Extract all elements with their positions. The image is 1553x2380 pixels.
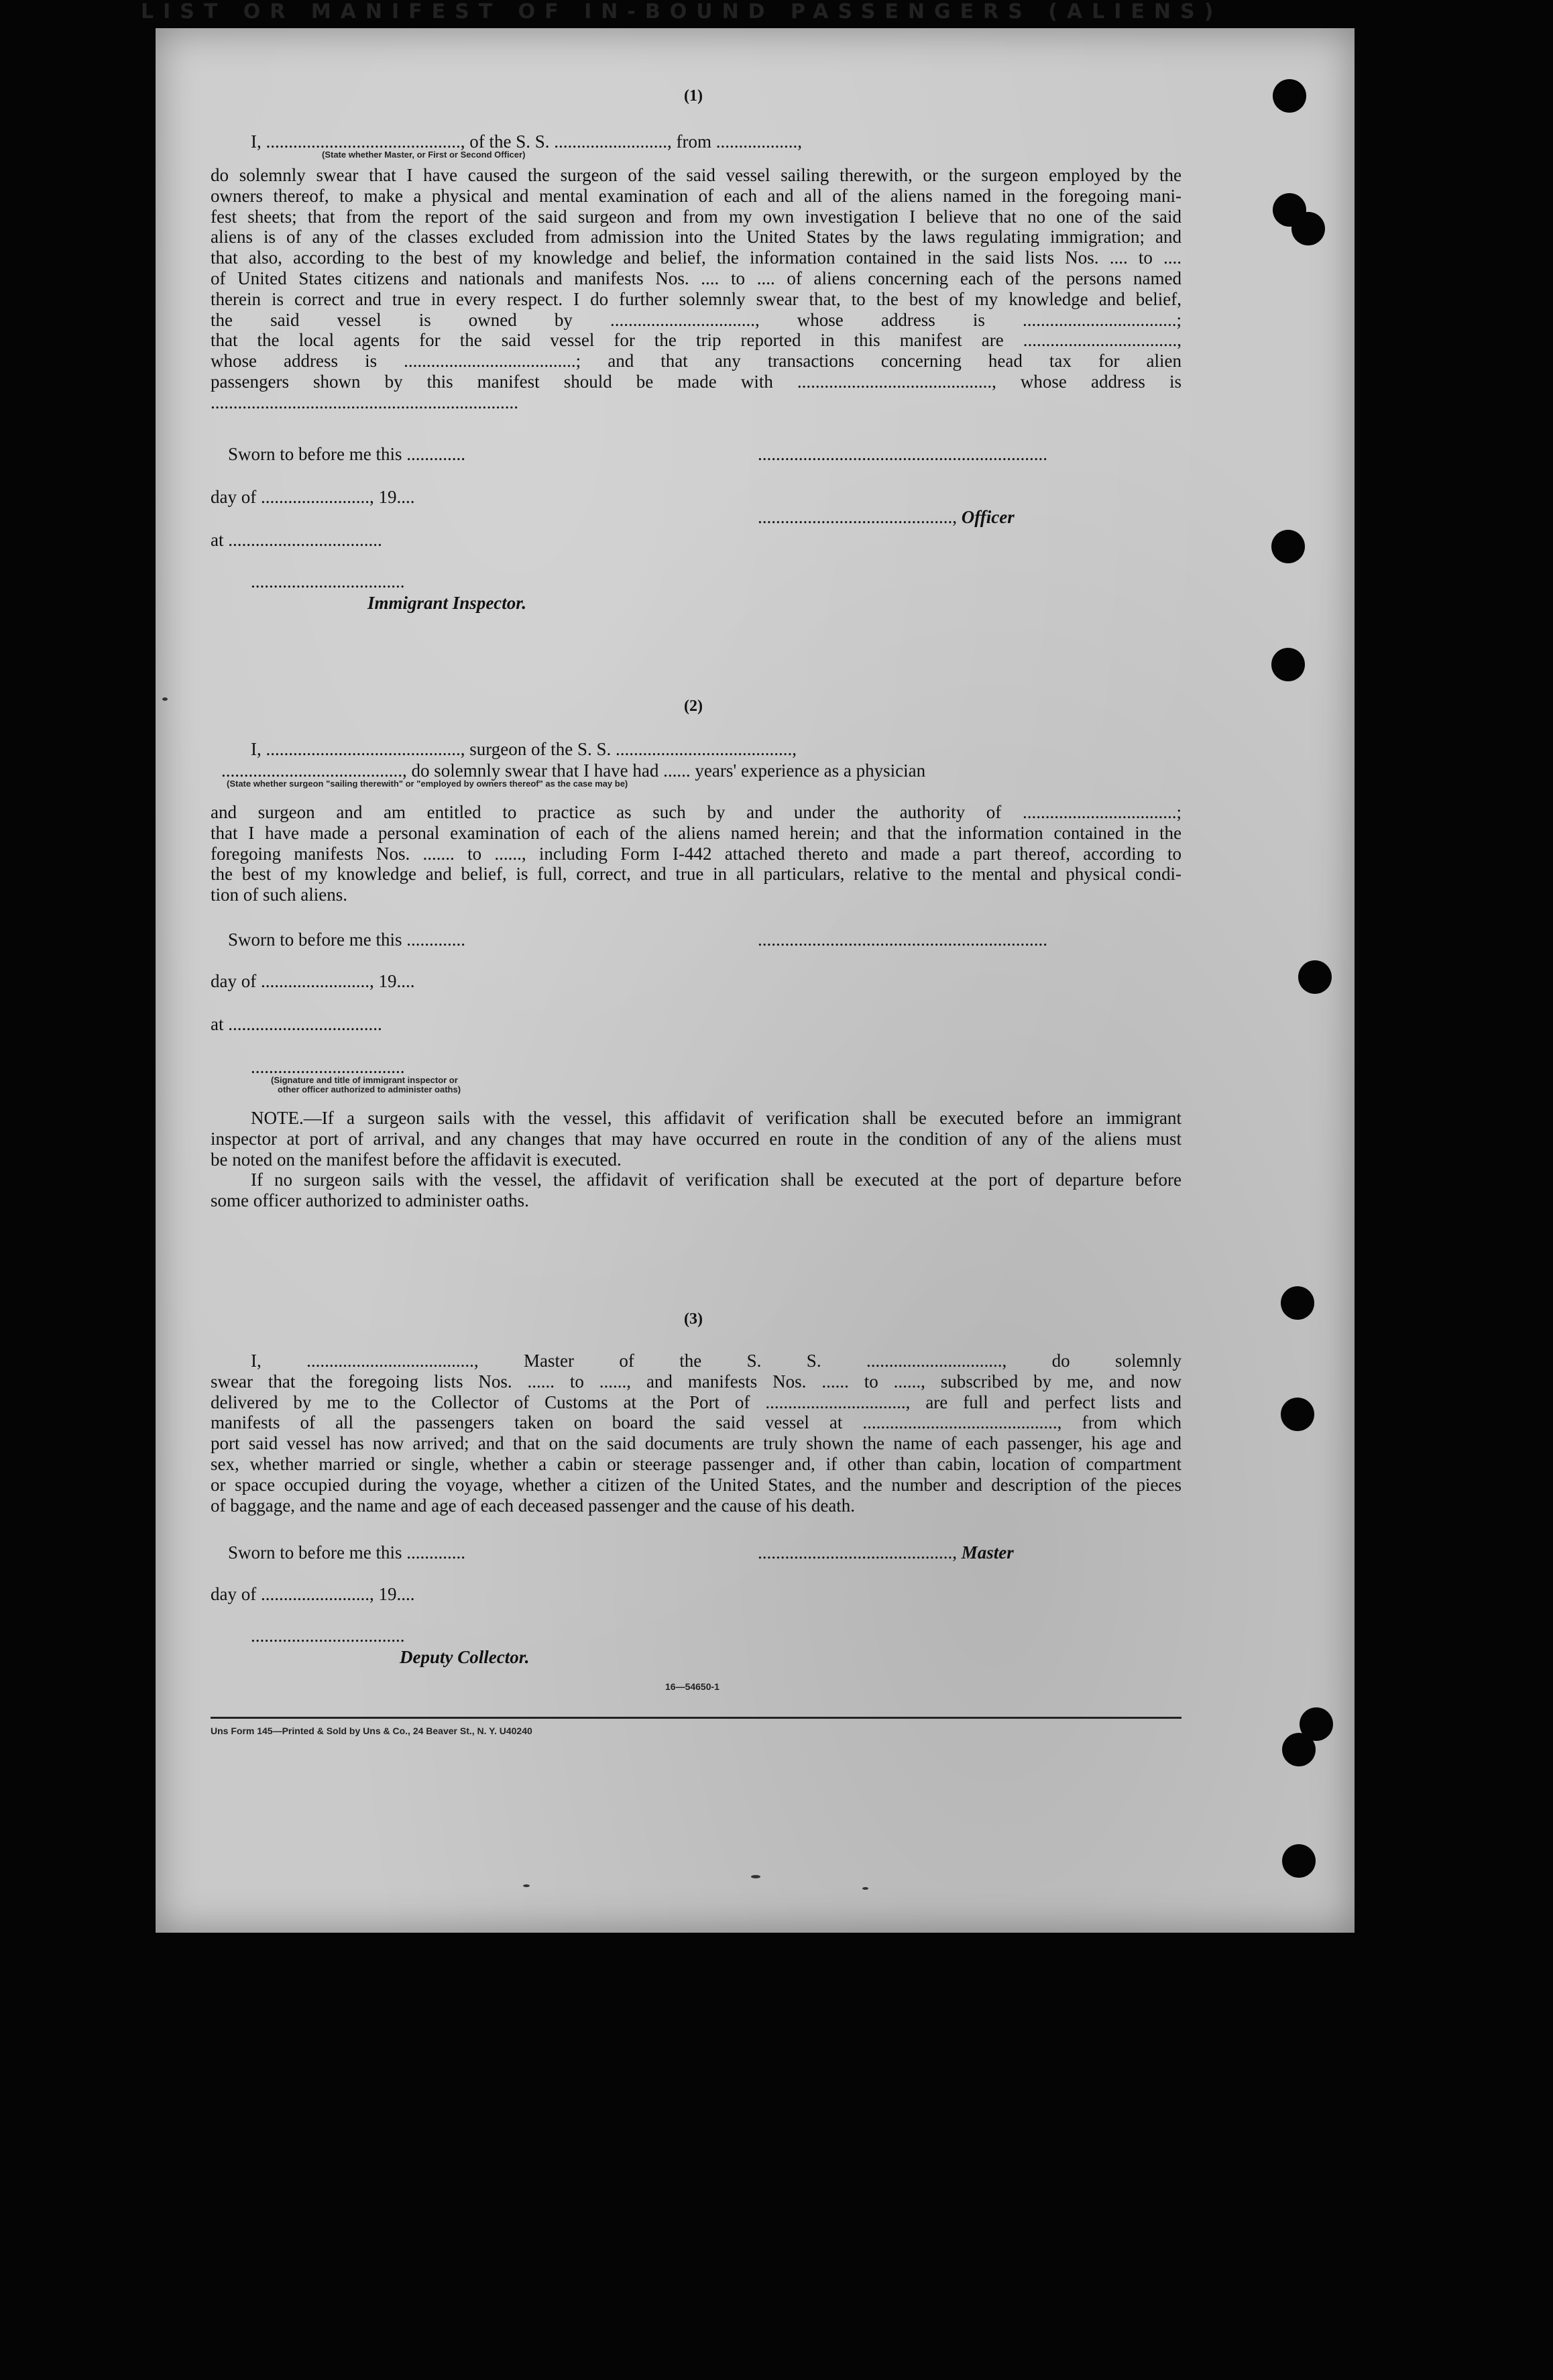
s2-note2-line-last: some officer authorized to administer oaths. xyxy=(211,1190,529,1211)
punch-hole-4 xyxy=(1271,530,1305,563)
s1-line: that the local agents for the said vessel for the trip reported in this manifest are .................................., xyxy=(211,330,1182,351)
s3-line: sex, whether married or single, whether a cabin or steerage passenger and, if other than cabin, location of compartment xyxy=(211,1453,1182,1474)
punch-hole-3 xyxy=(1291,212,1325,245)
s3-signature-dots: .................................. xyxy=(251,1626,405,1646)
speck xyxy=(862,1887,868,1890)
s2-line-last: tion of such aliens. xyxy=(211,885,347,905)
speck xyxy=(751,1875,760,1878)
s3-line: or space occupied during the voyage, whether a citizen of the United States, and the number and description of the pieces xyxy=(211,1474,1182,1495)
s2-right-dots: ................................................................ xyxy=(758,929,1047,950)
s2-surgeon-note: (State whether surgeon "sailing therewith" or "employed by owners thereof" as the case may be) xyxy=(227,779,628,789)
s2-signature-dots: .................................. xyxy=(251,1057,405,1077)
s1-line-last: .................................................................... xyxy=(211,392,518,412)
s2-sworn: Sworn to before me this ............. xyxy=(228,929,465,950)
s2-note-line-last: be noted on the manifest before the affidavit is executed. xyxy=(211,1149,622,1170)
punch-hole-1 xyxy=(1273,79,1306,113)
speck xyxy=(162,697,168,701)
s3-day: day of ........................, 19.... xyxy=(211,1584,415,1604)
s1-line: of United States citizens and nationals and manifests Nos. .... to .... of aliens concerning each of the persons named xyxy=(211,268,1182,288)
s1-line: do solemnly swear that I have caused the surgeon of the said vessel sailing therewith, or the surgeon employed by the xyxy=(211,165,1182,185)
punch-hole-8 xyxy=(1281,1398,1314,1431)
s1-oath-paragraph xyxy=(211,165,1182,413)
section-3-number: (3) xyxy=(684,1310,703,1328)
s1-line: whose address is ......................................; and that any transactions concerning head tax for alien xyxy=(211,351,1182,372)
s2-second-line: ........................................, do solemnly swear that I have had ...... years' experience as a physician xyxy=(221,760,926,781)
s1-line: fest sheets; that from the report of the said surgeon and from my own investigation I believe that no one of the said xyxy=(211,206,1182,227)
s1-officer-line xyxy=(758,507,1015,527)
s3-line: manifests of all the passengers taken on board the said vessel at ..........................................., from which xyxy=(211,1412,1182,1433)
punch-hole-11 xyxy=(1282,1844,1316,1878)
s1-officer-label: Officer xyxy=(961,507,1015,527)
s3-line: swear that the foregoing lists Nos. ...... to ......, and manifests Nos. ...... to ......, subscribed by me, and now xyxy=(211,1371,1182,1392)
s1-sworn: Sworn to before me this ............. xyxy=(228,444,465,464)
s2-note-line: inspector at port of arrival, and any changes that may have occurred en route in the condition of any of the aliens must xyxy=(211,1128,1182,1149)
section-1-number: (1) xyxy=(684,87,703,105)
s1-at: at .................................. xyxy=(211,530,382,550)
s2-first-line: I, ..........................................., surgeon of the S. S. ......................................., xyxy=(251,739,797,759)
s1-line: the said vessel is owned by ................................, whose address is ..................................; xyxy=(211,309,1182,330)
s2-oath-paragraph xyxy=(211,802,1182,905)
s1-day: day of ........................, 19.... xyxy=(211,487,415,507)
s2-note2-line: If no surgeon sails with the vessel, the affidavit of verification shall be executed at the port of departure before xyxy=(251,1170,1182,1190)
punch-hole-7 xyxy=(1281,1286,1314,1320)
s2-line: foregoing manifests Nos. ....... to ......, including Form I-442 attached thereto and made a part thereof, according to xyxy=(211,843,1182,864)
s3-oath-paragraph xyxy=(211,1351,1182,1516)
s3-deputy-collector: Deputy Collector. xyxy=(400,1647,530,1667)
s2-at: at .................................. xyxy=(211,1014,382,1034)
s1-first-line: I, ..........................................., of the S. S. ........................., from .................., xyxy=(251,131,802,152)
s1-rank-note: (State whether Master, or First or Second Officer) xyxy=(322,150,526,160)
s1-immigrant-inspector: Immigrant Inspector. xyxy=(367,593,527,613)
s2-signature-note-2: other officer authorized to administer oaths) xyxy=(278,1084,461,1094)
s2-day: day of ........................, 19.... xyxy=(211,971,415,991)
s1-line: therein is correct and true in every respect. I do further solemnly swear that, to the best of my knowledge and belief, xyxy=(211,288,1182,309)
s1-right-dots: ................................................................ xyxy=(758,444,1047,464)
form-code: 16—54650-1 xyxy=(665,1681,720,1692)
s1-officer-dots: ..........................................., xyxy=(758,507,962,527)
s3-line: delivered by me to the Collector of Customs at the Port of ..............................., are full and perfect lists and xyxy=(211,1392,1182,1412)
section-2-number: (2) xyxy=(684,697,703,715)
s1-line: owners thereof, to make a physical and mental examination of each and all of the aliens named in the foregoing mani- xyxy=(211,185,1182,206)
punch-hole-5 xyxy=(1271,648,1305,681)
s1-line: passengers shown by this manifest should be made with ..........................................., whose address is xyxy=(211,371,1182,392)
s2-note-line: NOTE.—If a surgeon sails with the vessel, this affidavit of verification shall be executed before an immigrant xyxy=(251,1108,1182,1128)
s1-line: aliens is of any of the classes excluded from admission into the United States by the laws regulating immigration; and xyxy=(211,227,1182,247)
punch-hole-6 xyxy=(1298,960,1332,994)
s2-line: that I have made a personal examination of each of the aliens named herein; and that the information contained in the xyxy=(211,822,1182,843)
s2-signature-note-1: (Signature and title of immigrant inspector or xyxy=(271,1075,458,1085)
s3-master-line xyxy=(758,1542,1014,1563)
s3-line: port said vessel has now arrived; and that on the said documents are truly shown the name of each passenger, his age and xyxy=(211,1433,1182,1454)
s2-line: the best of my knowledge and belief, is full, correct, and true in all particulars, relative to the mental and physical condi- xyxy=(211,864,1182,885)
s3-line-last: of baggage, and the name and age of each deceased passenger and the cause of his death. xyxy=(211,1495,856,1516)
s3-sworn: Sworn to before me this ............. xyxy=(228,1542,465,1563)
s3-master-label: Master xyxy=(961,1542,1014,1563)
speck xyxy=(523,1884,530,1887)
s2-note-paragraph xyxy=(211,1108,1182,1211)
s2-line: and surgeon and am entitled to practice as such by and under the authority of ..................................; xyxy=(211,802,1182,822)
printer-footer: Uns Form 145—Printed & Sold by Uns & Co., 24 Beaver St., N. Y. U40240 xyxy=(211,1725,532,1736)
footer-rule xyxy=(211,1717,1182,1719)
header-bleed-through: LIST OR MANIFEST OF IN-BOUND PASSENGERS (ALIENS) xyxy=(141,0,1223,23)
s3-line: I, ....................................., Master of the S. S. .............................., do solemnly xyxy=(251,1351,1182,1371)
s1-line: that also, according to the best of my knowledge and belief, the information contained in the said lists Nos. .... to .... xyxy=(211,247,1182,268)
s1-signature-dots: .................................. xyxy=(251,571,405,591)
s3-master-dots: ..........................................., xyxy=(758,1542,962,1563)
punch-hole-10 xyxy=(1282,1733,1316,1766)
